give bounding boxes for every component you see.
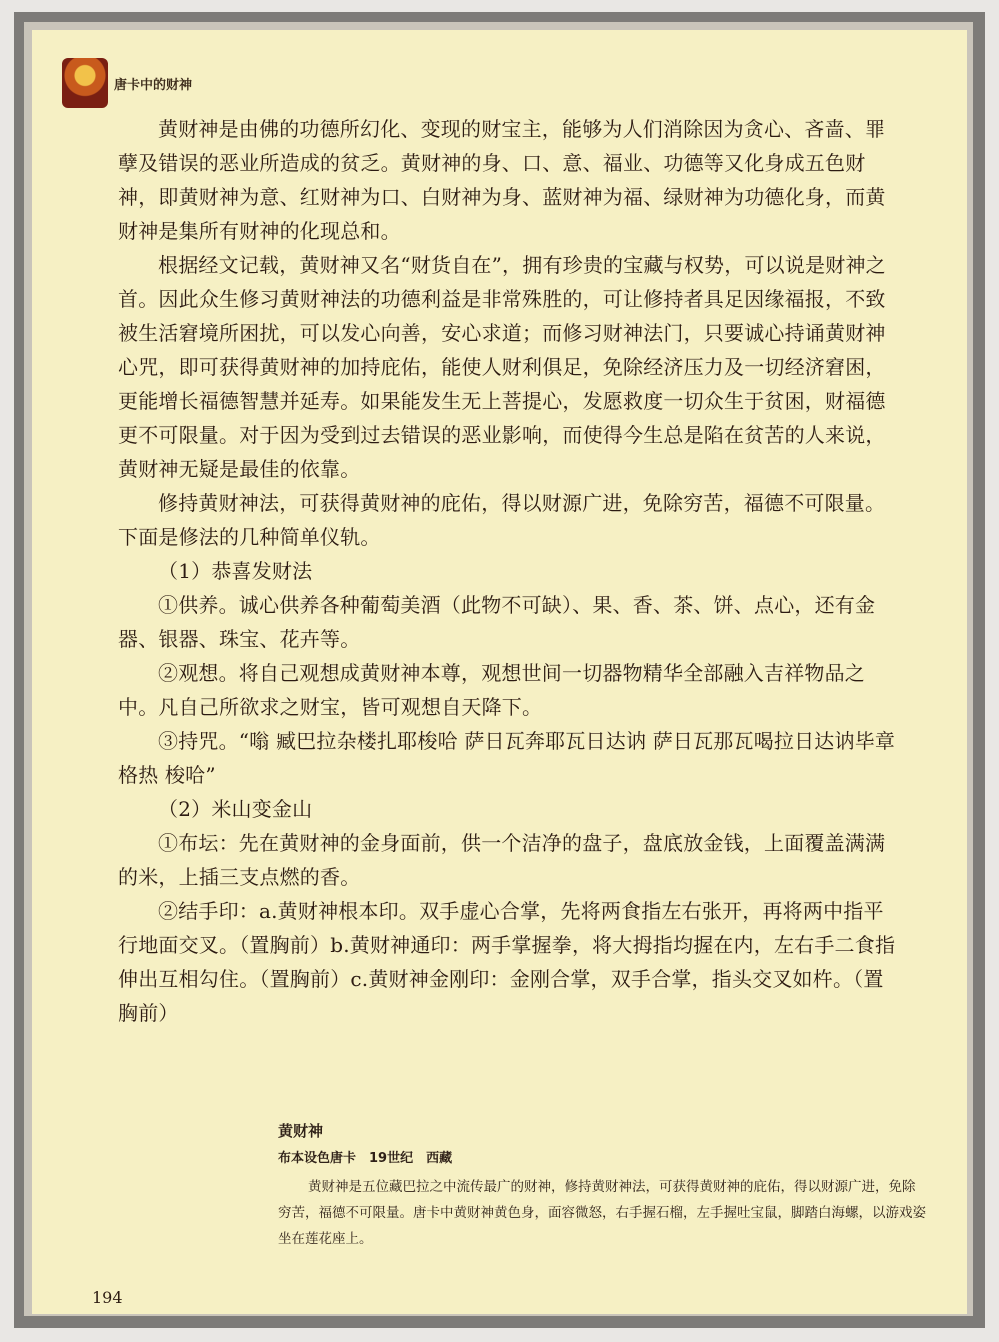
section-heading: （1）恭喜发财法 xyxy=(158,559,313,583)
paragraph: ①布坛：先在黄财神的金身面前，供一个洁净的盘子，盘底放金钱，上面覆盖满满的米，上插三支点燃的香。 xyxy=(118,831,886,889)
image-caption xyxy=(278,1120,928,1252)
section-heading: （2）米山变金山 xyxy=(158,797,313,821)
paragraph: 修持黄财神法，可获得黄财神的庇佑，得以财源广进，免除穷苦，福德不可限量。下面是修法的几种简单仪轨。 xyxy=(118,491,886,549)
page-number: 194 xyxy=(92,1288,123,1307)
paragraph: ②观想。将自己观想成黄财神本尊，观想世间一切器物精华全部融入吉祥物品之中。凡自己所欲求之财宝，皆可观想自天降下。 xyxy=(118,661,865,719)
book-page xyxy=(32,30,967,1314)
paragraph: 根据经文记载，黄财神又名“财货自在”，拥有珍贵的宝藏与权势，可以说是财神之首。因此众生修习黄财神法的功德利益是非常殊胜的，可让修持者具足因缘福报，不致被生活窘境所困扰，可以发心向善，安心求道；而修习财神法门，只要诚心持诵黄财神心咒，即可获得黄财神的加持庇佑，能使人财利俱足，免除经济压力及一切经济窘困，更能增长福德智慧并延寿。如果能发生无上菩提心，发愿救度一切众生于贫困，财福德更不可限量。对于因为受到过去错误的恶业影响，而使得今生总是陷在贫苦的人来说，黄财神无疑是最佳的依靠。 xyxy=(118,253,886,481)
caption-text: 黄财神是五位藏巴拉之中流传最广的财神，修持黄财神法，可获得黄财神的庇佑，得以财源广进，免除穷苦，福德不可限量。唐卡中黄财神黄色身，面容微怒，右手握石榴，左手握吐宝鼠，脚踏白海螺，以游戏姿坐在莲花座上。 xyxy=(278,1179,926,1247)
main-text xyxy=(118,112,900,1030)
paragraph: ①供养。诚心供养各种葡萄美酒（此物不可缺）、果、香、茶、饼、点心，还有金器、银器、珠宝、花卉等。 xyxy=(118,593,876,651)
paragraph: ③持咒。“嗡 臧巴拉杂楼扎耶梭哈 萨日瓦奔耶瓦日达讷 萨日瓦那瓦喝拉日达讷毕章格热 梭哈” xyxy=(118,729,896,787)
caption-title: 黄财神 xyxy=(278,1122,324,1140)
header-title: 唐卡中的财神 xyxy=(114,78,193,93)
running-header xyxy=(62,58,362,110)
paragraph: 黄财神是由佛的功德所幻化、变现的财宝主，能够为人们消除因为贪心、吝啬、罪孽及错误的恶业所造成的贫乏。黄财神的身、口、意、福业、功德等又化身成五色财神，即黄财神为意、红财神为口、白财神为身、蓝财神为福、绿财神为功德化身，而黄财神是集所有财神的化现总和。 xyxy=(118,117,886,243)
thangka-badge-icon xyxy=(62,58,108,108)
caption-subtitle: 布本设色唐卡 19世纪 西藏 xyxy=(278,1151,453,1166)
paragraph: ②结手印：a.黄财神根本印。双手虚心合掌，先将两食指左右张开，再将两中指平行地面交叉。（置胸前）b.黄财神通印：两手掌握拳，将大拇指均握在内，左右手二食指伸出互相勾住。（置胸前）c.黄财神金刚印：金刚合掌，双手合掌，指头交叉如杵。（置胸前） xyxy=(118,899,896,1025)
